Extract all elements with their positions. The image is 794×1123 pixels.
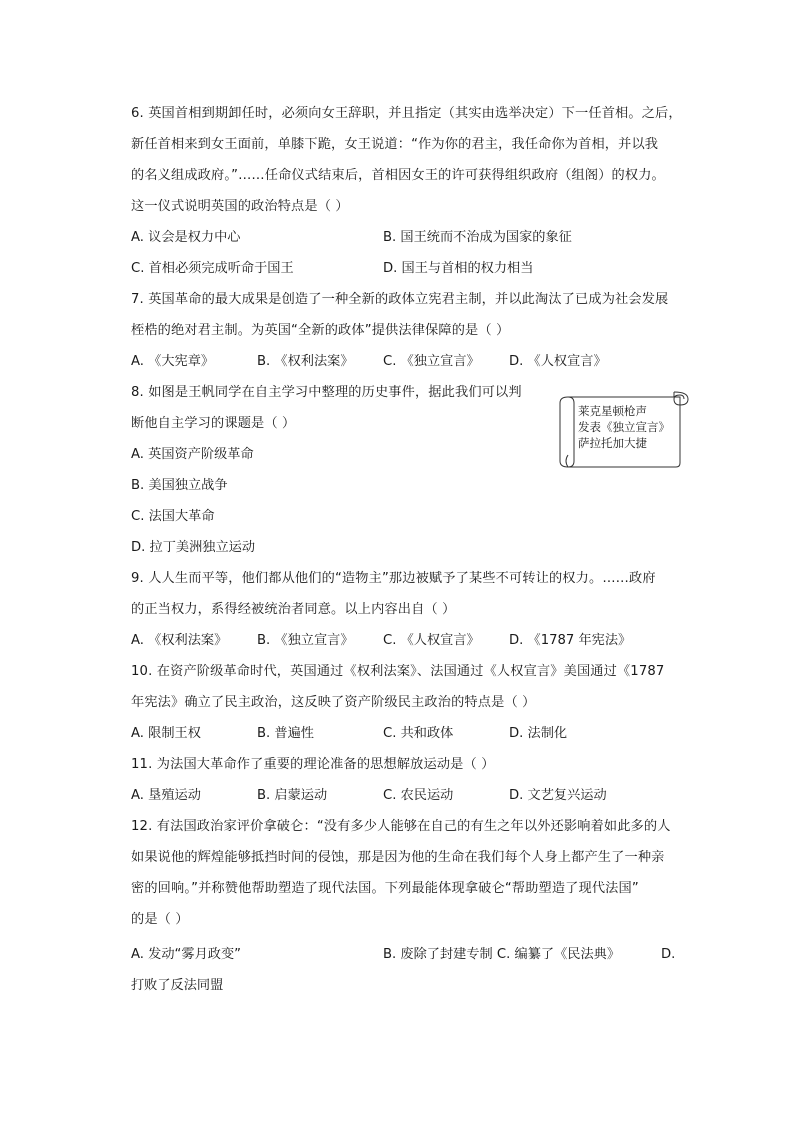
q8-line-1: 8. 如图是王帆同学在自主学习中整理的历史事件，据此我们可以判 — [131, 385, 522, 400]
q12-option-d-label: D. — [661, 947, 676, 962]
q6-option-a: A. 议会是权力中心 — [131, 230, 241, 245]
q6-option-c: C. 首相必须完成听命于国王 — [131, 261, 294, 276]
q7-option-a: A. 《大宪章》 — [131, 354, 215, 369]
scroll-event-2: 发表《独立宣言》 — [578, 420, 670, 434]
q8-option-a: A. 英国资产阶级革命 — [131, 447, 254, 462]
q12-line-3: 密的回响。”并称赞他帮助塑造了现代法国。下列最能体现拿破仑“帮助塑造了现代法国” — [131, 881, 639, 896]
q6-line-3: 的名义组成政府。”……任命仪式结束后，首相因女王的许可获得组织政府（组阁）的权力。 — [131, 168, 665, 183]
q11-option-c: C. 农民运动 — [383, 788, 454, 803]
q6-line-1: 6. 英国首相到期卸任时，必须向女王辞职，并且指定（其实由选举决定）下一任首相。之后， — [131, 106, 682, 121]
q6-option-d: D. 国王与首相的权力相当 — [383, 261, 534, 276]
q7-option-c: C. 《独立宣言》 — [383, 354, 480, 369]
q8-option-d: D. 拉丁美洲独立运动 — [131, 540, 256, 555]
q12-line-2: 如果说他的辉煌能够抵挡时间的侵蚀，那是因为他的生命在我们每个人身上都产生了一种亲 — [131, 850, 665, 865]
q10-option-d: D. 法制化 — [509, 726, 568, 741]
q11-option-d: D. 文艺复兴运动 — [509, 788, 607, 803]
q9-option-a: A. 《权利法案》 — [131, 633, 228, 648]
q12-option-d-text: 打败了反法同盟 — [131, 978, 224, 993]
q7-option-b: B. 《权利法案》 — [257, 354, 354, 369]
q6-line-4: 这一仪式说明英国的政治特点是（ ） — [131, 199, 349, 214]
scroll-figure — [556, 389, 692, 471]
q8-option-c: C. 法国大革命 — [131, 509, 215, 524]
q8-option-b: B. 美国独立战争 — [131, 478, 228, 493]
q12-line-4: 的是（ ） — [131, 912, 189, 927]
q9-option-b: B. 《独立宣言》 — [257, 633, 354, 648]
q10-option-a: A. 限制王权 — [131, 726, 201, 741]
q7-line-2: 桎梏的绝对君主制。为英国“全新的政体”提供法律保障的是（ ） — [131, 323, 510, 338]
q10-line-2: 年宪法》确立了民主政治，这反映了资产阶级民主政治的特点是（ ） — [131, 695, 536, 710]
q7-option-d: D. 《人权宣言》 — [509, 354, 607, 369]
scroll-event-1: 莱克星顿枪声 — [578, 404, 647, 418]
q11-option-a: A. 垦殖运动 — [131, 788, 201, 803]
q9-option-d: D. 《1787 年宪法》 — [509, 633, 632, 648]
q9-line-2: 的正当权力，系得经被统治者同意。以上内容出自（ ） — [131, 602, 456, 617]
q10-option-b: B. 普遍性 — [257, 726, 314, 741]
q12-line-1: 12. 有法国政治家评价拿破仑：“没有多少人能够在自己的有生之年以外还影响着如此多的人 — [131, 819, 671, 834]
q8-line-2: 断他自主学习的课题是（ ） — [131, 416, 296, 431]
q12-option-b-c: B. 废除了封建专制 C. 编纂了《民法典》 — [383, 947, 621, 962]
q10-option-c: C. 共和政体 — [383, 726, 454, 741]
q12-option-a: A. 发动“雾月政变” — [131, 947, 241, 962]
q6-option-b: B. 国王统而不治成为国家的象征 — [383, 230, 572, 245]
q10-line-1: 10. 在资产阶级革命时代，英国通过《权利法案》、法国通过《人权宣言》美国通过《1787 — [131, 664, 665, 679]
scroll-event-3: 萨拉托加大捷 — [578, 436, 647, 450]
q9-line-1: 9. 人人生而平等，他们都从他们的“造物主”那边被赋予了某些不可转让的权力。……政府 — [131, 571, 656, 586]
q11-line-1: 11. 为法国大革命作了重要的理论准备的思想解放运动是（ ） — [131, 757, 495, 772]
q9-option-c: C. 《人权宣言》 — [383, 633, 480, 648]
q6-line-2: 新任首相来到女王面前，单膝下跪，女王说道：“作为你的君主，我任命你为首相，并以我 — [131, 137, 659, 152]
q7-line-1: 7. 英国革命的最大成果是创造了一种全新的政体立宪君主制，并以此淘汰了已成为社会发展 — [131, 292, 669, 307]
q11-option-b: B. 启蒙运动 — [257, 788, 328, 803]
